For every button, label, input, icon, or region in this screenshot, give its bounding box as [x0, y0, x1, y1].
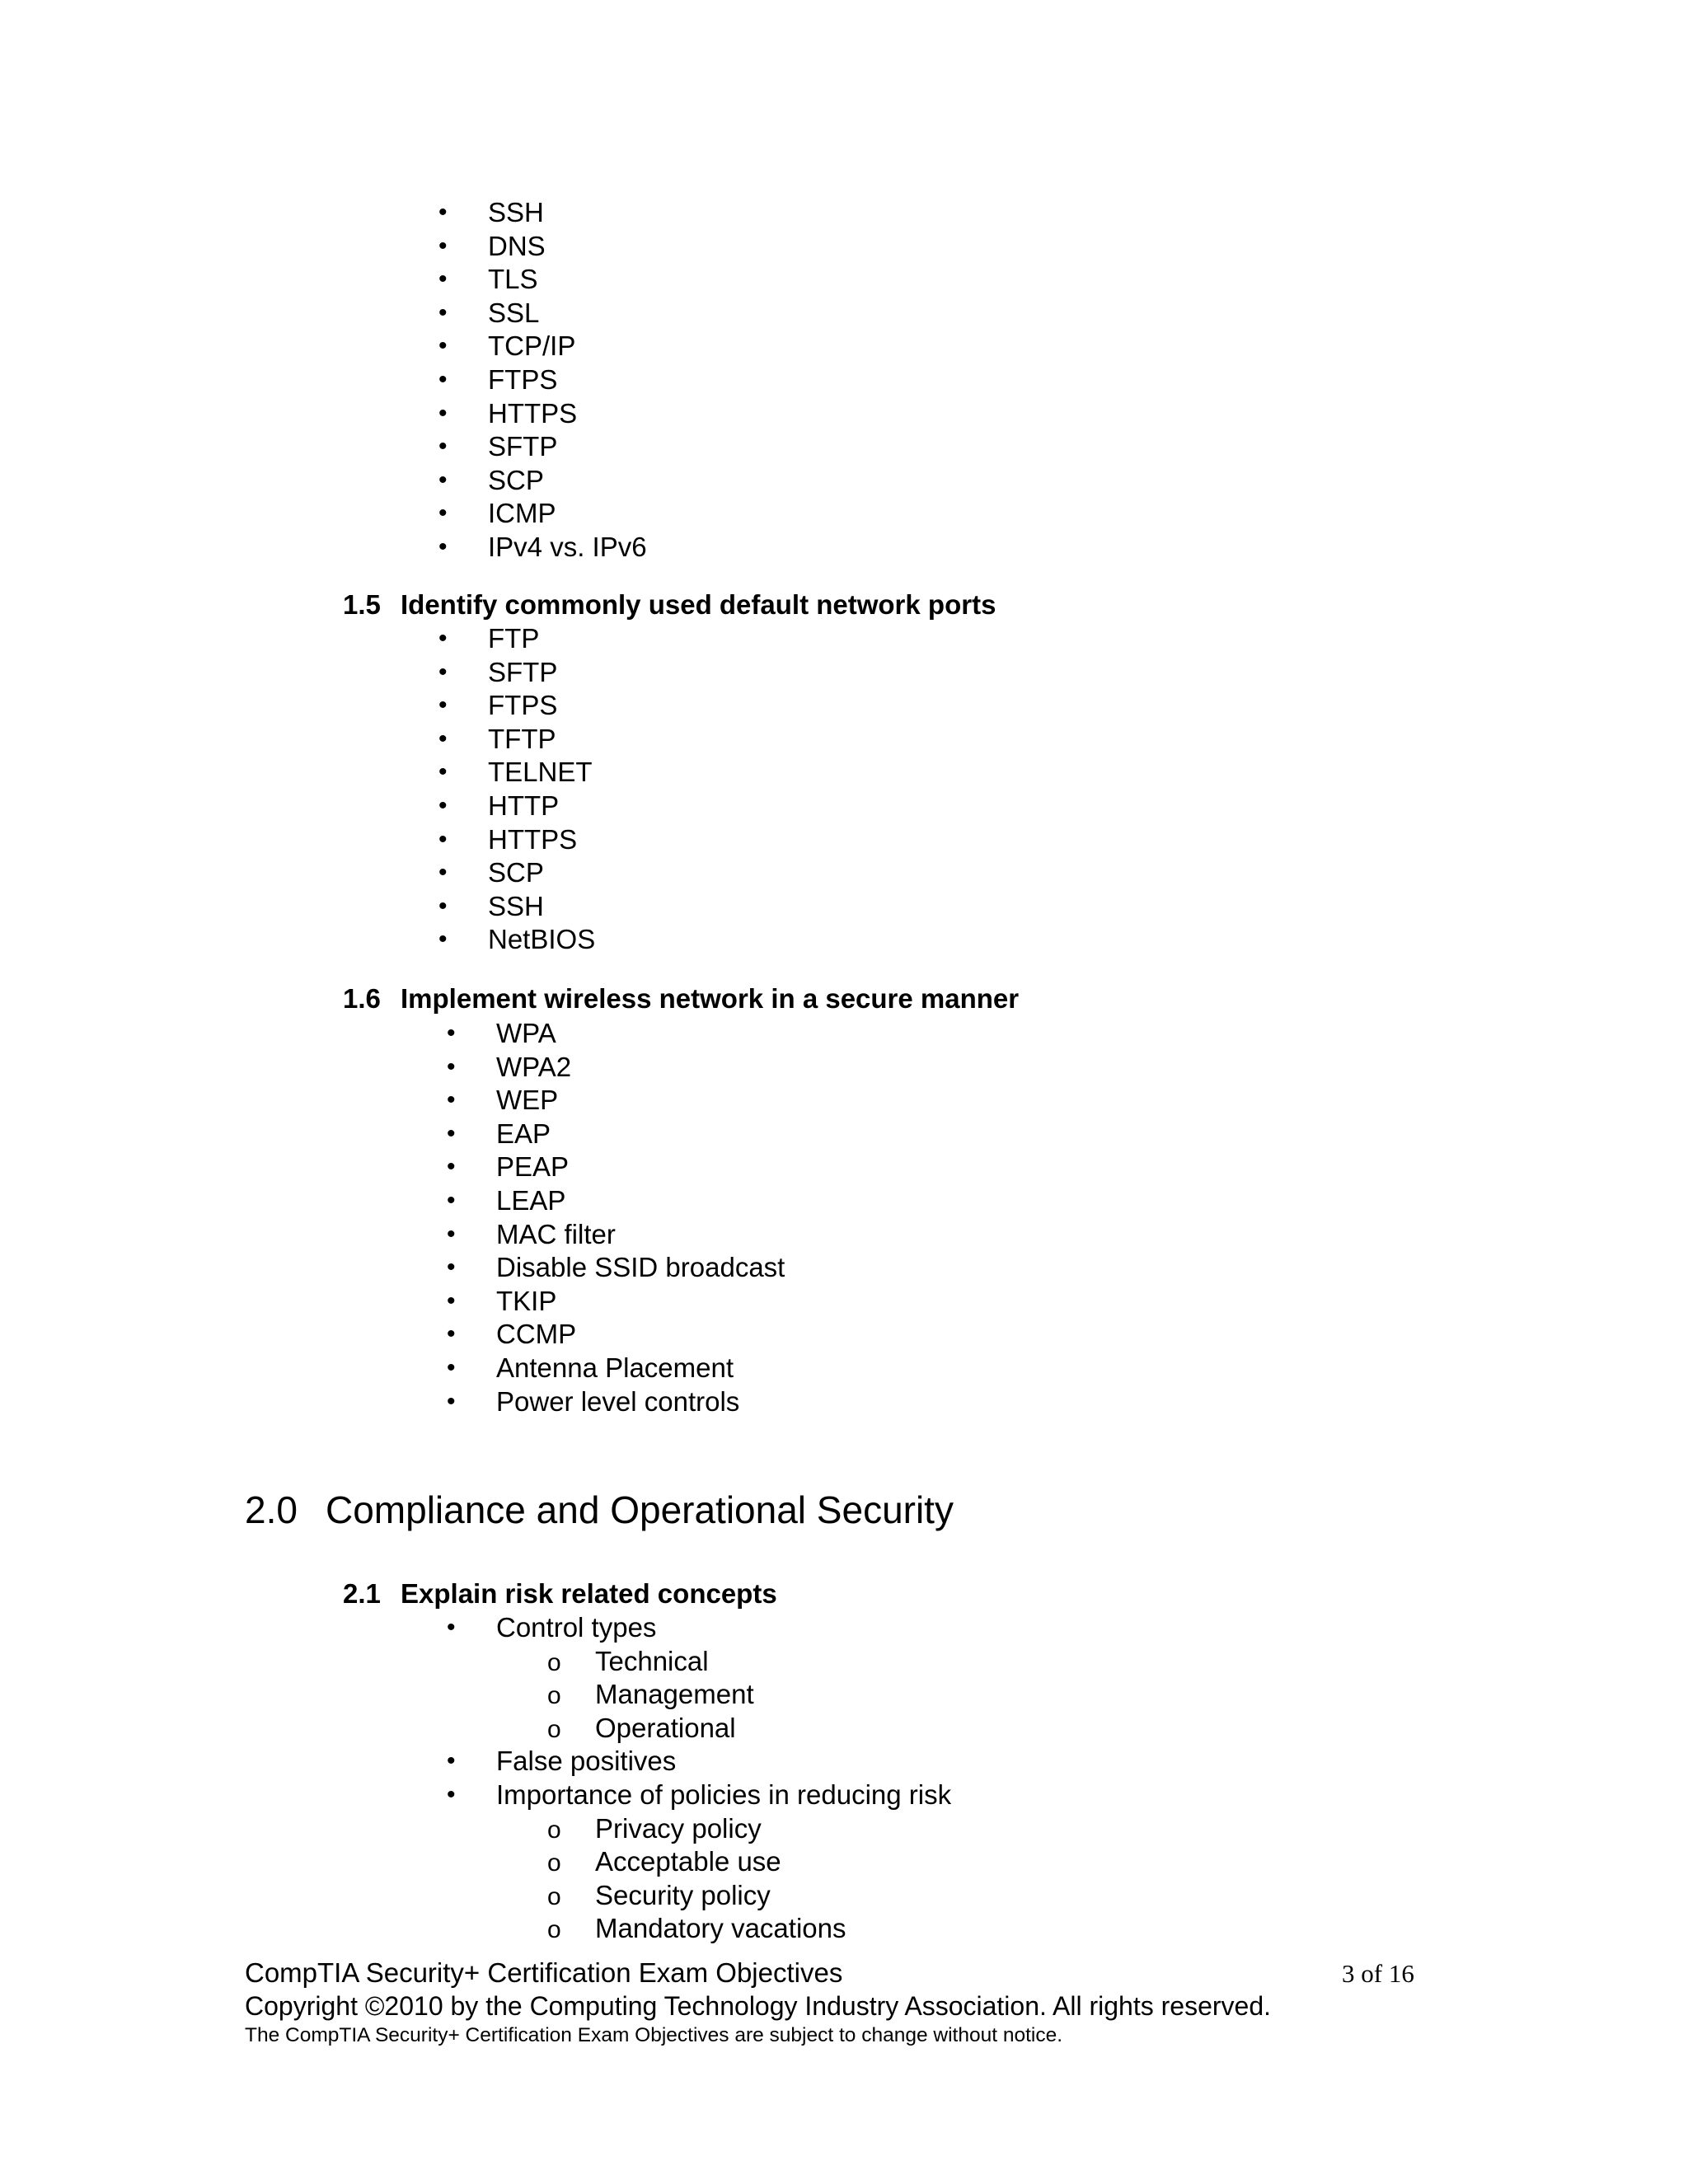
bullet-icon: • — [438, 499, 448, 527]
bullet-icon: • — [438, 232, 448, 260]
bullet-icon: • — [438, 758, 448, 786]
section-title: Compliance and Operational Security — [326, 1488, 954, 1531]
bullet-icon: • — [447, 1286, 456, 1315]
bullet-icon: • — [447, 1747, 456, 1775]
sub-bullet-icon: o — [547, 1648, 561, 1676]
bullet-icon: • — [438, 532, 448, 560]
bullet-icon: • — [447, 1220, 456, 1248]
bullet-icon: • — [438, 199, 448, 226]
bullet-icon: • — [447, 1254, 456, 1282]
bullet-icon: • — [447, 1186, 456, 1214]
subheading-number: 1.5 — [343, 589, 381, 620]
bullet-icon: • — [438, 298, 448, 326]
page-number: 3 of 16 — [1342, 1959, 1414, 1988]
footer-doc-title: CompTIA Security+ Certification Exam Objectives — [245, 1957, 843, 1988]
bullet-icon: • — [438, 365, 448, 393]
bullet-icon: • — [447, 1320, 456, 1348]
bullet-icon: • — [438, 859, 448, 887]
bullet-icon: • — [438, 658, 448, 686]
subheading-title: Implement wireless network in a secure manner — [401, 983, 1020, 1014]
bullet-icon: • — [438, 724, 448, 752]
bullet-icon: • — [438, 433, 448, 461]
sub-bullet-icon: o — [547, 1715, 561, 1743]
bullet-icon: • — [447, 1019, 456, 1047]
bullet-icon: • — [447, 1614, 456, 1641]
section-number: 2.0 — [245, 1488, 298, 1531]
bullet-icon: • — [438, 466, 448, 494]
bullet-icon: • — [438, 265, 448, 293]
subheading-number: 1.6 — [343, 983, 381, 1014]
bullet-icon: • — [447, 1119, 456, 1147]
sub-bullet-icon: o — [547, 1882, 561, 1910]
bullet-icon: • — [447, 1387, 456, 1415]
sub-bullet-icon: o — [547, 1682, 561, 1710]
subheading-title: Explain risk related concepts — [401, 1578, 777, 1609]
sub-bullet-icon: o — [547, 1916, 561, 1944]
bullet-icon: • — [438, 791, 448, 819]
bullet-icon: • — [438, 825, 448, 853]
sub-bullet-icon: o — [547, 1849, 561, 1877]
subheading-number: 2.1 — [343, 1578, 381, 1609]
footer-notice: The CompTIA Security+ Certification Exam Objectives are subject to change without notice. — [245, 2024, 1063, 2046]
footer-copyright: Copyright ©2010 by the Computing Technology Industry Association. All rights reserved. — [245, 1991, 1271, 2021]
subheading-title: Identify commonly used default network ports — [401, 589, 996, 620]
bullet-icon: • — [438, 332, 448, 360]
bullet-icon: • — [447, 1153, 456, 1181]
bullet-icon: • — [447, 1052, 456, 1080]
bullet-icon: • — [438, 625, 448, 652]
bullet-icon: • — [447, 1086, 456, 1114]
bullet-icon: • — [438, 691, 448, 719]
bullet-icon: • — [438, 399, 448, 427]
bullet-icon: • — [447, 1353, 456, 1381]
bullet-icon: • — [447, 1780, 456, 1808]
document-page: • SSH • DNS • TLS • SSL • TCP/IP • FTPS • HTTPS • SFTP • SCP • ICMP • IPv4 vs. IPv6 1.5 Identify commonly used default network ports • FTP • SFTP • FTPS • TFTP • TELNET • HTTP • HTTPS • SCP • SSH • NetBIOS 1.6 Implement wireless network in a secure manner • WPA • WPA2 • WEP • EAP • PEAP • LEAP • MAC filter • Disable SSID broadcast • TKIP • CCMP • Antenna Placement • Power level controls 2.0 Compliance and Operational Security 2.1 Explain risk related concepts • Control types o Technical o Management o Operational • False positives • Importance of policies in reducing risk o Privacy policy o Acceptable use o Security policy o Mandatory vacations CompTIA Security+ Certification Exam Objectives 3 of 16 Copyright ©2010 by the Computing Technology Industry Association. All rights reserved. The CompTIA Security+ Certification Exam Objectives are subject to change without notice. — [245, 197, 1414, 2046]
bullet-icon: • — [438, 892, 448, 920]
bullet-icon: • — [438, 926, 448, 954]
sub-bullet-icon: o — [547, 1816, 561, 1844]
